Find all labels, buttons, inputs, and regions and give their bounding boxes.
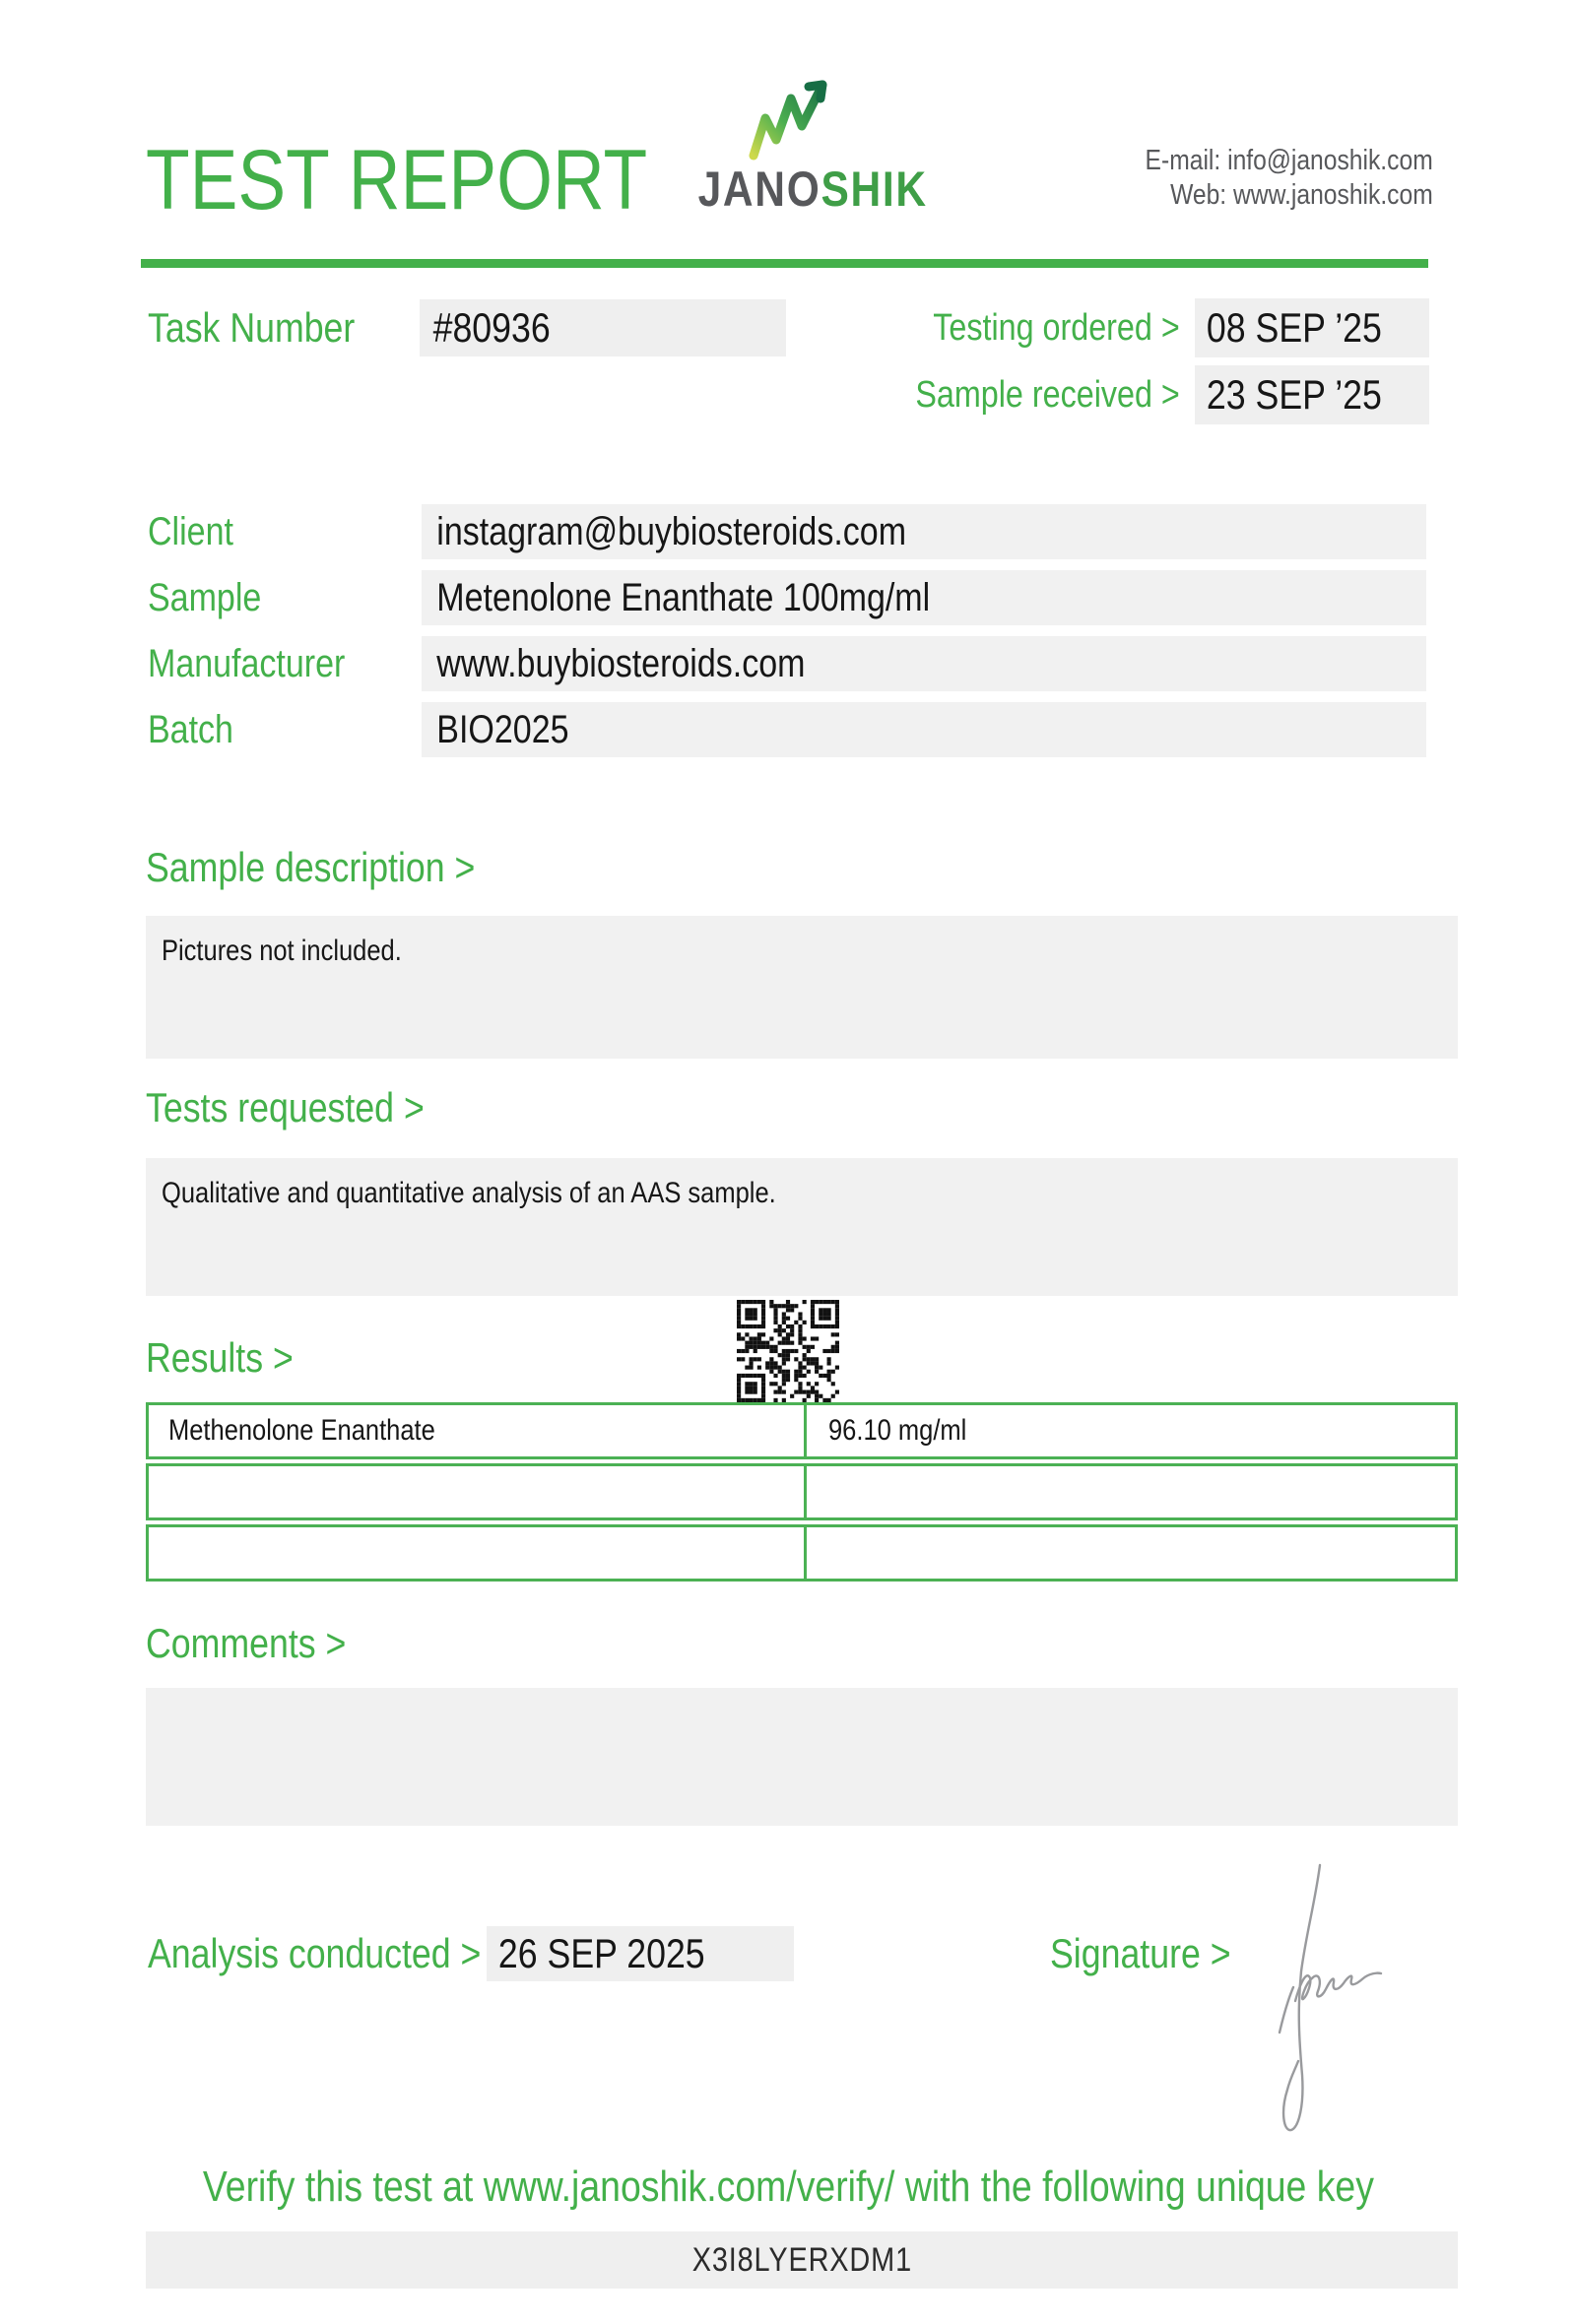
result-value-cell <box>807 1466 1455 1517</box>
contact-web: Web: www.janoshik.com <box>1170 179 1433 211</box>
testing-ordered-value-box <box>1195 298 1429 357</box>
manufacturer-value: www.buybiosteroids.com <box>436 642 806 685</box>
verify-key: X3I8LYERXDM1 <box>691 2241 912 2279</box>
task-number-value: #80936 <box>432 304 551 351</box>
sample-value-box <box>422 570 1426 625</box>
client-label: Client <box>148 510 233 553</box>
results-row <box>146 1402 1458 1459</box>
contact-email: E-mail: info@janoshik.com <box>1145 145 1433 176</box>
sample-received-value-box <box>1195 365 1429 424</box>
results-row <box>146 1463 1458 1520</box>
sample-value: Metenolone Enanthate 100mg/ml <box>436 576 931 619</box>
result-value-cell: 96.10 mg/ml <box>828 1414 967 1447</box>
manufacturer-value-box <box>422 636 1426 691</box>
sample-received-label: Sample received > <box>915 374 1180 416</box>
client-value-box <box>422 504 1426 559</box>
sample-description-heading: Sample description > <box>146 844 476 890</box>
tests-requested-panel <box>146 1158 1458 1296</box>
results-heading: Results > <box>146 1334 294 1381</box>
janoshik-logo <box>678 77 928 217</box>
signature-image <box>1236 1843 1394 2139</box>
results-row <box>146 1524 1458 1582</box>
analysis-date-box <box>487 1926 794 1981</box>
result-analyte-cell <box>149 1527 807 1579</box>
result-analyte-cell: Methenolone Enanthate <box>149 1405 807 1456</box>
comments-heading: Comments > <box>146 1620 347 1666</box>
testing-ordered-label: Testing ordered > <box>933 307 1180 349</box>
tests-requested-text: Qualitative and quantitative analysis of an AAS sample. <box>162 1177 776 1209</box>
contact-info <box>1094 144 1433 213</box>
manufacturer-label: Manufacturer <box>148 642 346 685</box>
verify-key-box <box>146 2231 1458 2289</box>
analysis-date: 26 SEP 2025 <box>497 1930 705 1976</box>
logo-wordmark <box>678 161 928 217</box>
task-number-label: Task Number <box>148 304 356 351</box>
logo-chart-icon <box>746 77 836 161</box>
qr-code-image <box>737 1300 839 1402</box>
signature-label: Signature > <box>1050 1930 1231 1976</box>
header-divider <box>141 259 1428 268</box>
sample-label: Sample <box>148 576 262 619</box>
sample-description-text: Pictures not included. <box>162 935 402 967</box>
result-analyte-cell <box>149 1466 807 1517</box>
batch-value: BIO2025 <box>436 708 569 751</box>
logo-text-green: SHIK <box>821 161 928 217</box>
comments-panel <box>146 1688 1458 1826</box>
page-title <box>146 133 736 227</box>
result-value-cell <box>807 1527 1455 1579</box>
verify-instruction: Verify this test at www.janoshik.com/verify/ with the following unique key <box>202 2163 1374 2211</box>
testing-ordered-date: 08 SEP ’25 <box>1206 304 1382 351</box>
analysis-conducted-label: Analysis conducted > <box>148 1930 482 1976</box>
task-number-value-box <box>420 299 786 356</box>
page-title-text: TEST REPORT <box>146 133 648 227</box>
logo-text-gray: JANO <box>697 161 821 217</box>
batch-value-box <box>422 702 1426 757</box>
tests-requested-heading: Tests requested > <box>146 1084 425 1130</box>
client-value: instagram@buybiosteroids.com <box>436 510 907 553</box>
batch-label: Batch <box>148 708 233 751</box>
sample-received-date: 23 SEP ’25 <box>1206 371 1382 418</box>
results-table <box>146 1402 1458 1585</box>
sample-description-panel <box>146 916 1458 1059</box>
